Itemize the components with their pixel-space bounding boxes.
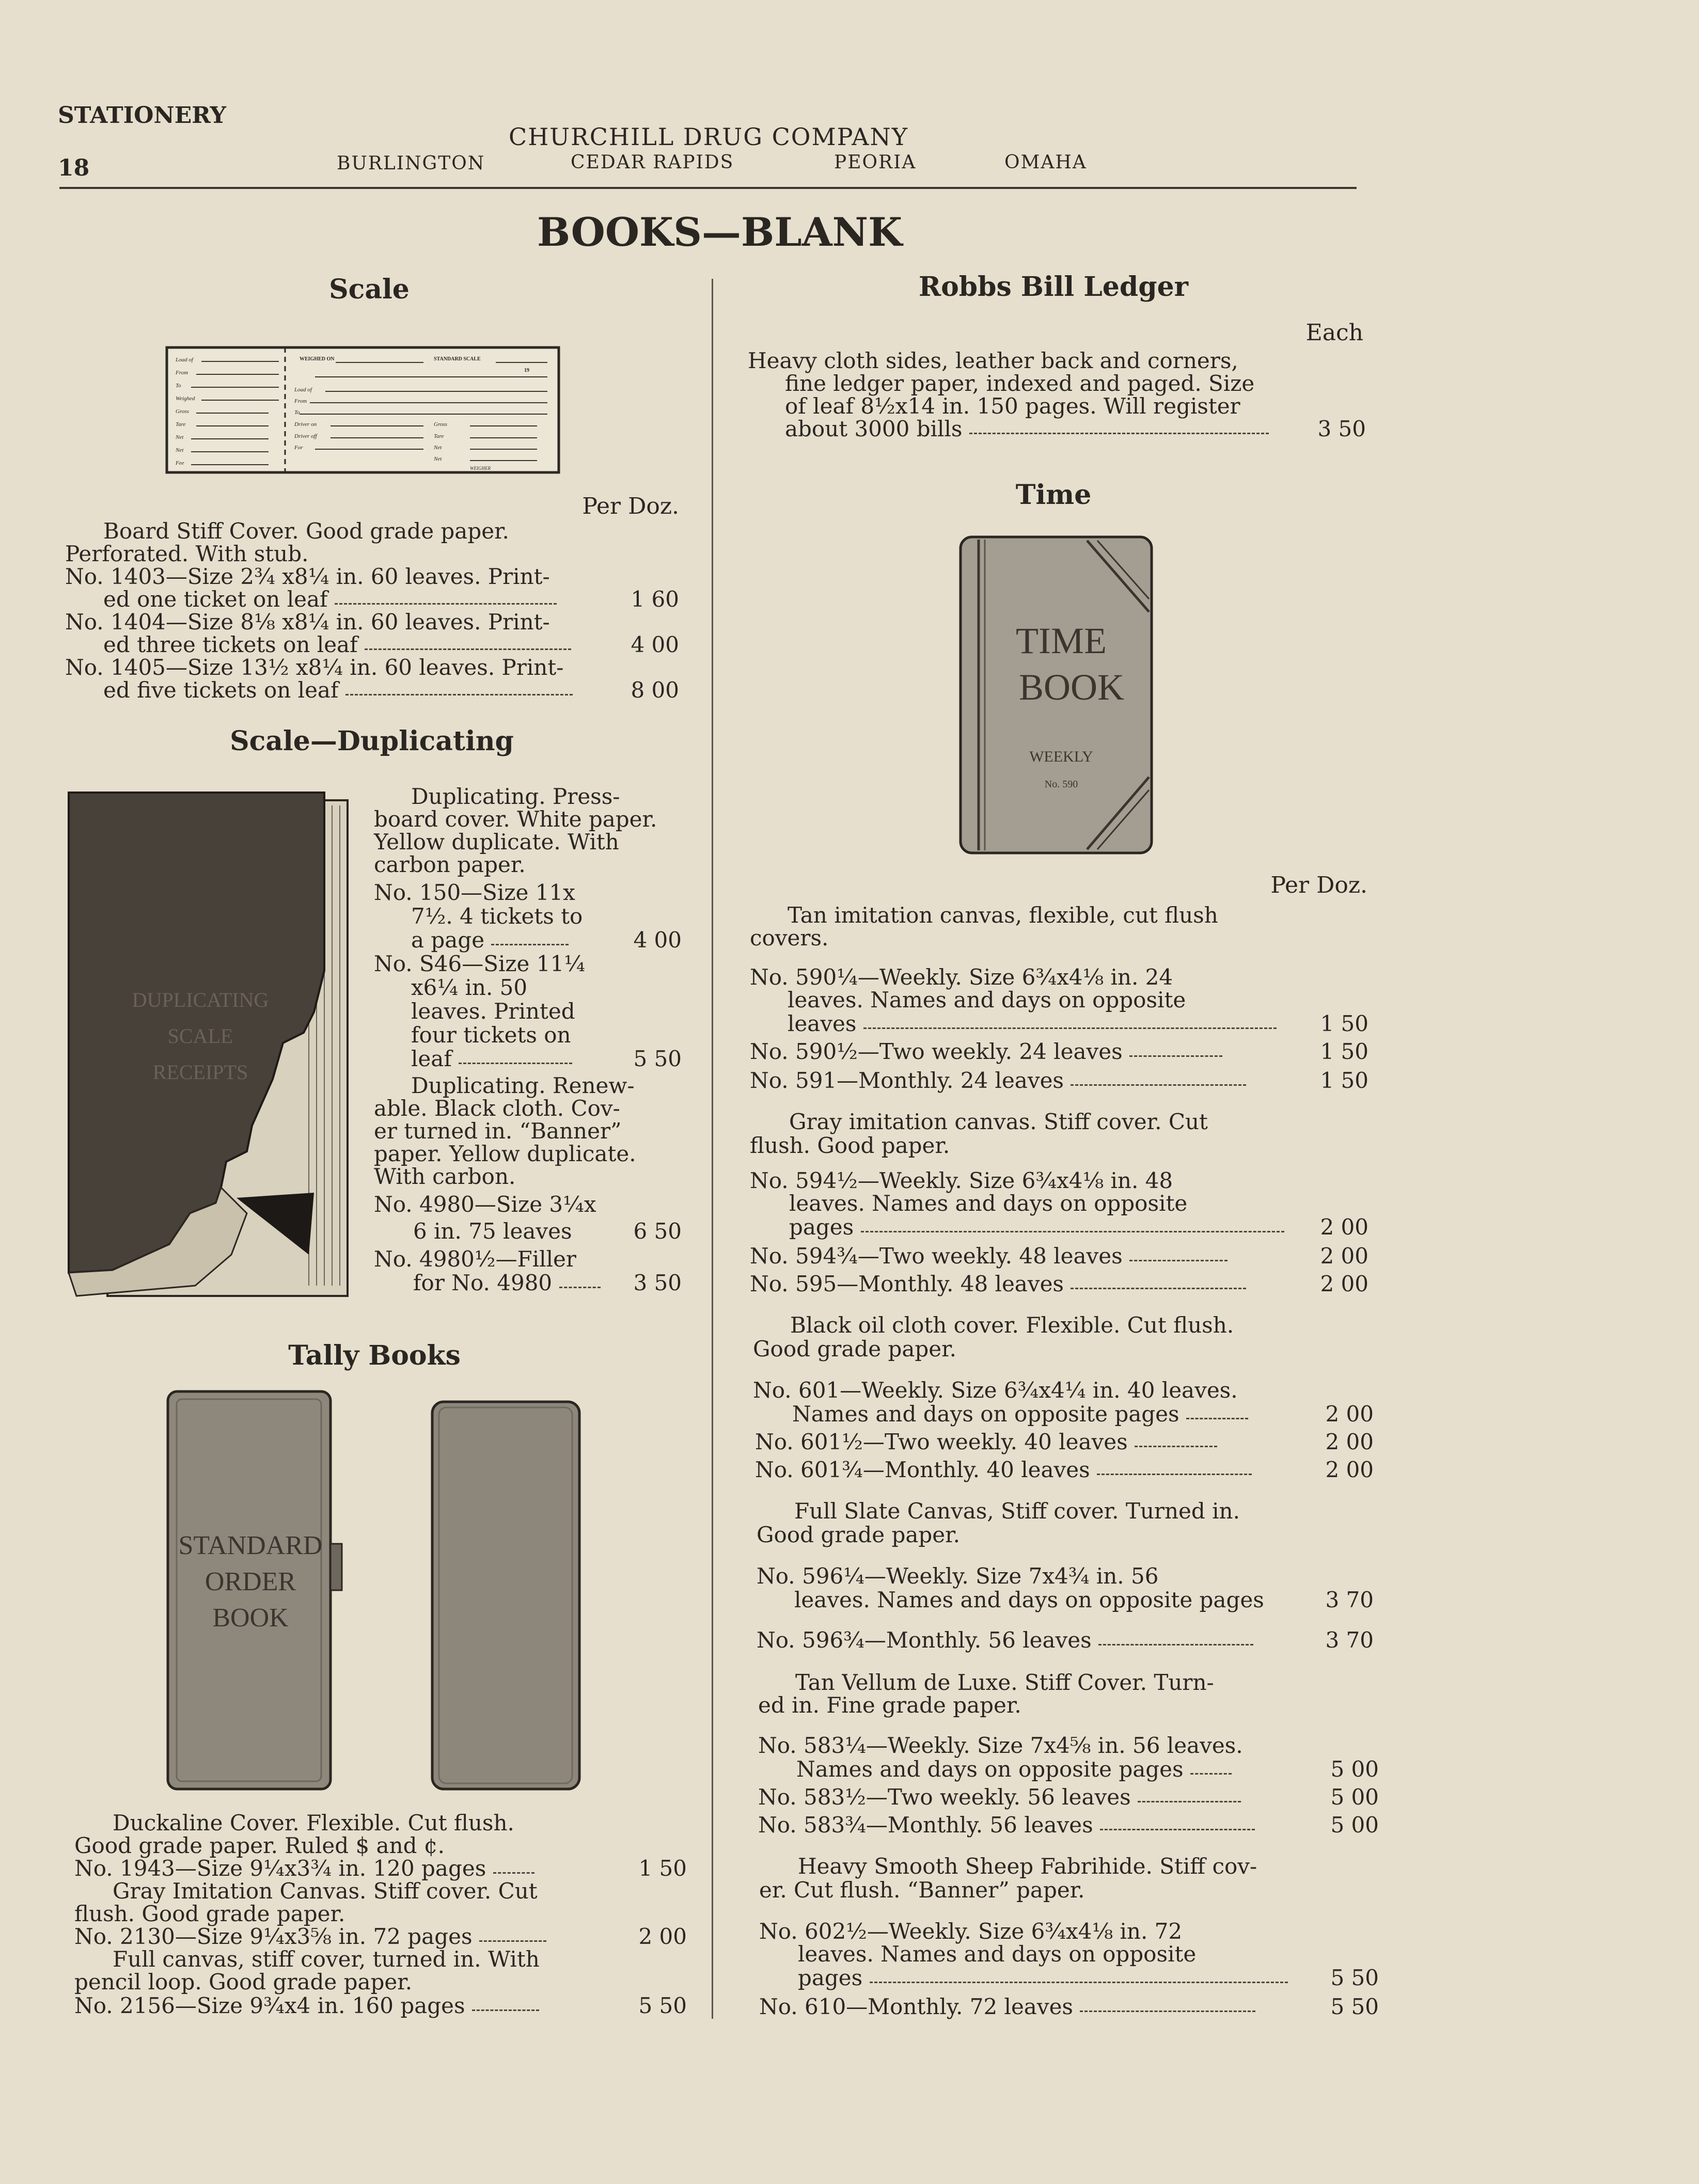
time-line: flush. Good paper. <box>750 1133 950 1158</box>
dup-line: Duplicating. Press- <box>411 784 620 809</box>
time-price: 5 50 <box>1330 1965 1379 1990</box>
ticket-label: Driver off <box>294 433 317 439</box>
ticket-label: Load of <box>294 387 312 393</box>
dup-line: Yellow duplicate. With <box>374 829 619 854</box>
page-title: BOOKS—BLANK <box>537 209 903 255</box>
stub-label: Load of <box>176 357 193 363</box>
tally-line: No. 2130—Size 9¼x3⅝ in. 72 pages <box>74 1924 473 1949</box>
tally-line: pencil loop. Good grade paper. <box>74 1969 413 1995</box>
dot-leader <box>1129 1255 1228 1261</box>
time-line: No. 591—Monthly. 24 leaves <box>750 1068 1064 1093</box>
stub-label: Net <box>176 447 184 453</box>
scale-price-head: Per Doz. <box>582 493 679 519</box>
time-line: No. 594¾—Two weekly. 48 leaves <box>750 1243 1123 1269</box>
company-name: CHURCHILL DRUG COMPANY <box>509 123 909 151</box>
time-price: 5 00 <box>1330 1812 1379 1838</box>
tally-line: Full canvas, stiff cover, turned in. With <box>113 1946 540 1972</box>
robbs-line: about 3000 bills <box>785 416 963 441</box>
dot-leader <box>1080 2005 1255 2012</box>
dot-leader <box>870 1976 1288 1983</box>
time-price: 2 00 <box>1325 1401 1374 1427</box>
time-line: No. 583¼—Weekly. Size 7x4⅝ in. 56 leaves. <box>758 1733 1243 1758</box>
ticket-label: Driver on <box>294 421 317 428</box>
scale-price: 4 00 <box>631 632 679 657</box>
dup-line: With carbon. <box>374 1164 516 1189</box>
stub-label: To <box>176 383 181 389</box>
dup-price: 5 50 <box>633 1046 682 1071</box>
dot-leader <box>345 689 573 695</box>
section-label: STATIONERY <box>58 102 226 129</box>
dot-leader <box>1129 1050 1222 1057</box>
duplicating-book-image <box>66 790 350 1301</box>
stub-label: Weighed <box>176 395 195 402</box>
robbs-line: Heavy cloth sides, leather back and corners, <box>748 348 1238 373</box>
dup-line: carbon paper. <box>374 852 526 877</box>
time-line: leaves. Names and days on opposite <box>789 1191 1188 1216</box>
time-line: No. 595—Monthly. 48 leaves <box>750 1271 1064 1296</box>
time-line: Good grade paper. <box>757 1522 960 1547</box>
time-line: No. 583¾—Monthly. 56 leaves <box>758 1812 1093 1838</box>
time-line: No. 583½—Two weekly. 56 leaves <box>758 1784 1131 1810</box>
scale-line: ed five tickets on leaf <box>103 677 339 703</box>
tally-line: Good grade paper. Ruled $ and ¢. <box>74 1833 445 1858</box>
tally-price: 5 50 <box>638 1993 687 2018</box>
time-line: No. 610—Monthly. 72 leaves <box>759 1994 1073 2019</box>
dup-cover-word: RECEIPTS <box>152 1061 248 1084</box>
scale-line: No. 1404—Size 8⅛ x8¼ in. 60 leaves. Print- <box>65 609 550 635</box>
dup-line: 7½. 4 tickets to <box>411 904 583 929</box>
scale-line: Perforated. With stub. <box>65 541 309 566</box>
column-divider <box>712 279 713 2019</box>
city-burlington: BURLINGTON <box>337 153 485 174</box>
time-line: No. 601½—Two weekly. 40 leaves <box>755 1429 1128 1454</box>
dup-line: for No. 4980 <box>413 1270 553 1295</box>
time-line: Gray imitation canvas. Stiff cover. Cut <box>789 1109 1208 1134</box>
dup-line: board cover. White paper. <box>374 806 657 832</box>
time-line: Heavy Smooth Sheep Fabrihide. Stiff cov- <box>798 1854 1257 1879</box>
time-line: leaves. Names and days on opposite <box>798 1941 1197 1967</box>
dot-leader <box>459 1057 572 1064</box>
time-price: 2 00 <box>1325 1429 1374 1454</box>
time-line: leaves. Names and days on opposite pages <box>794 1587 1264 1612</box>
time-line: No. 602½—Weekly. Size 6¾x4⅛ in. 72 <box>759 1919 1183 1944</box>
tally-line: No. 1943—Size 9¼x3¾ in. 120 pages <box>74 1856 486 1881</box>
dup-line: No. S46—Size 11¼ <box>374 951 585 976</box>
scale-line: No. 1405—Size 13½ x8¼ in. 60 leaves. Print- <box>65 655 564 680</box>
ticket-label: To <box>294 409 300 416</box>
scale-dup-title: Scale—Duplicating <box>230 725 514 757</box>
dup-price: 6 50 <box>633 1218 682 1244</box>
dup-line: four tickets on <box>411 1022 571 1048</box>
stub-label: Gross <box>176 408 189 415</box>
ticket-label: Gross <box>434 421 447 428</box>
time-title: Time <box>1015 479 1092 511</box>
time-line: Names and days on opposite pages <box>792 1401 1179 1427</box>
time-line: pages <box>798 1965 863 1990</box>
dup-line: Duplicating. Renew- <box>411 1073 635 1098</box>
dup-line: er turned in. “Banner” <box>374 1118 622 1144</box>
scale-price: 1 60 <box>631 587 679 612</box>
tally-line: Gray Imitation Canvas. Stiff cover. Cut <box>113 1878 538 1904</box>
time-line: er. Cut flush. “Banner” paper. <box>759 1877 1085 1903</box>
dot-leader <box>493 1867 534 1874</box>
dot-leader <box>1186 1413 1248 1419</box>
tally-price: 2 00 <box>638 1924 687 1949</box>
dot-leader <box>1098 1639 1253 1645</box>
time-price: 3 70 <box>1325 1627 1374 1653</box>
time-price: 2 00 <box>1320 1271 1368 1296</box>
dot-leader <box>1138 1796 1241 1802</box>
scale-line: ed three tickets on leaf <box>103 632 358 657</box>
ticket-label: For <box>294 445 303 451</box>
robbs-line: of leaf 8½x14 in. 150 pages. Will register <box>785 393 1240 419</box>
time-line: Tan Vellum de Luxe. Stiff Cover. Turn- <box>795 1670 1214 1695</box>
dup-line: 6 in. 75 leaves <box>413 1218 572 1244</box>
time-line: Full Slate Canvas, Stiff cover. Turned in. <box>794 1498 1240 1524</box>
tally-line: No. 2156—Size 9¾x4 in. 160 pages <box>74 1993 465 2018</box>
time-book-image <box>958 534 1154 857</box>
dot-leader <box>1071 1283 1246 1289</box>
time-price-head: Per Doz. <box>1270 872 1367 898</box>
robbs-price-head: Each <box>1305 320 1363 346</box>
scale-line: Board Stiff Cover. Good grade paper. <box>103 518 509 544</box>
scale-line: No. 1403—Size 2¾ x8¼ in. 60 leaves. Print- <box>65 564 550 589</box>
ticket-standard-scale: STANDARD SCALE <box>434 356 481 362</box>
time-line: leaves <box>788 1011 857 1036</box>
dup-line: No. 4980½—Filler <box>374 1246 576 1272</box>
dot-leader <box>1135 1441 1217 1447</box>
robbs-line: fine ledger paper, indexed and paged. Size <box>785 371 1255 396</box>
scale-title: Scale <box>329 274 410 305</box>
time-price: 5 00 <box>1330 1756 1379 1782</box>
time-line: No. 596¾—Monthly. 56 leaves <box>757 1627 1092 1653</box>
time-price: 5 00 <box>1330 1784 1379 1810</box>
time-line: No. 590½—Two weekly. 24 leaves <box>750 1039 1123 1064</box>
dot-leader <box>491 939 569 945</box>
time-price: 1 50 <box>1320 1011 1368 1036</box>
stub-label: Net <box>176 434 184 440</box>
scale-ticket-image <box>165 346 560 474</box>
header-rule <box>59 187 1357 189</box>
time-book-word: No. 590 <box>1044 779 1078 790</box>
dup-cover-word: SCALE <box>167 1024 233 1048</box>
time-line: ed in. Fine grade paper. <box>758 1692 1021 1718</box>
robbs-title: Robbs Bill Ledger <box>918 271 1189 303</box>
dup-line: paper. Yellow duplicate. <box>374 1141 636 1166</box>
dot-leader <box>479 1935 546 1942</box>
ticket-year: 19 <box>524 368 529 373</box>
dot-leader <box>472 2004 539 2011</box>
order-book-word: ORDER <box>204 1567 296 1596</box>
dup-line: leaves. Printed <box>411 999 575 1024</box>
dot-leader <box>335 598 557 605</box>
time-line: No. 594½—Weekly. Size 6¾x4⅛ in. 48 <box>750 1168 1173 1193</box>
time-line: Good grade paper. <box>753 1336 956 1362</box>
dot-leader <box>863 1022 1277 1029</box>
dup-line: a page <box>411 927 485 953</box>
scale-price: 8 00 <box>631 677 679 703</box>
stub-label: Tare <box>176 421 186 428</box>
stub-label: From <box>176 370 188 376</box>
dot-leader <box>861 1226 1284 1232</box>
time-book-word: WEEKLY <box>1029 748 1093 765</box>
ticket-label: Net <box>434 456 442 462</box>
time-book-word: BOOK <box>1018 667 1125 708</box>
dot-leader <box>1071 1079 1246 1086</box>
dup-cover-word: DUPLICATING <box>132 988 269 1011</box>
time-line: No. 596¼—Weekly. Size 7x4¾ in. 56 <box>757 1563 1159 1589</box>
ticket-label: WEIGHER <box>470 466 491 471</box>
city-peoria: PEORIA <box>834 152 917 173</box>
dot-leader <box>559 1281 601 1288</box>
dup-line: able. Black cloth. Cov- <box>374 1096 620 1121</box>
time-line: No. 601—Weekly. Size 6¾x4¼ in. 40 leaves. <box>753 1378 1238 1403</box>
scale-line: ed one ticket on leaf <box>103 587 328 612</box>
ticket-weighed-on: WEIGHED ON <box>300 356 335 362</box>
time-price: 2 00 <box>1320 1214 1368 1240</box>
time-price: 1 50 <box>1320 1068 1368 1093</box>
dup-price: 4 00 <box>633 927 682 953</box>
tally-title: Tally Books <box>288 1340 461 1371</box>
city-omaha: OMAHA <box>1004 152 1087 173</box>
stub-label: Fee <box>176 460 184 466</box>
tally-line: Duckaline Cover. Flexible. Cut flush. <box>113 1810 514 1835</box>
ticket-label: From <box>294 398 307 404</box>
dot-leader <box>969 428 1269 434</box>
time-price: 2 00 <box>1320 1243 1368 1269</box>
order-book-image <box>165 1389 351 1792</box>
robbs-price: 3 50 <box>1317 416 1366 441</box>
tally-line: flush. Good grade paper. <box>74 1901 345 1926</box>
time-line: No. 590¼—Weekly. Size 6¾x4⅛ in. 24 <box>750 964 1173 990</box>
dup-line: No. 150—Size 11x <box>374 880 575 905</box>
time-line: covers. <box>750 925 829 951</box>
tally-price: 1 50 <box>638 1856 687 1881</box>
dup-price: 3 50 <box>633 1270 682 1295</box>
time-book-word: TIME <box>1016 620 1107 661</box>
dup-line: leaf <box>411 1046 452 1071</box>
dot-leader <box>365 643 571 650</box>
page-number: 18 <box>58 155 90 181</box>
ticket-label: Net <box>434 445 442 451</box>
dot-leader <box>1190 1768 1232 1775</box>
tally-book-image <box>430 1399 585 1792</box>
time-line: leaves. Names and days on opposite <box>788 987 1186 1012</box>
time-line: pages <box>789 1214 854 1240</box>
dup-line: No. 4980—Size 3¼x <box>374 1192 596 1217</box>
ticket-label: Tare <box>434 433 444 439</box>
dot-leader <box>1100 1824 1255 1830</box>
time-line: Black oil cloth cover. Flexible. Cut flush. <box>790 1312 1234 1338</box>
time-line: Tan imitation canvas, flexible, cut flush <box>788 903 1218 928</box>
time-line: Names and days on opposite pages <box>796 1756 1184 1782</box>
dot-leader <box>1097 1468 1252 1475</box>
time-price: 5 50 <box>1330 1994 1379 2019</box>
time-price: 2 00 <box>1325 1457 1374 1482</box>
dup-line: x6¼ in. 50 <box>411 975 528 1000</box>
order-book-word: BOOK <box>212 1603 289 1633</box>
order-book-word: STANDARD <box>178 1531 323 1560</box>
city-cedar-rapids: CEDAR RAPIDS <box>571 152 734 173</box>
time-price: 1 50 <box>1320 1039 1368 1064</box>
time-line: No. 601¾—Monthly. 40 leaves <box>755 1457 1090 1482</box>
time-price: 3 70 <box>1325 1587 1374 1612</box>
